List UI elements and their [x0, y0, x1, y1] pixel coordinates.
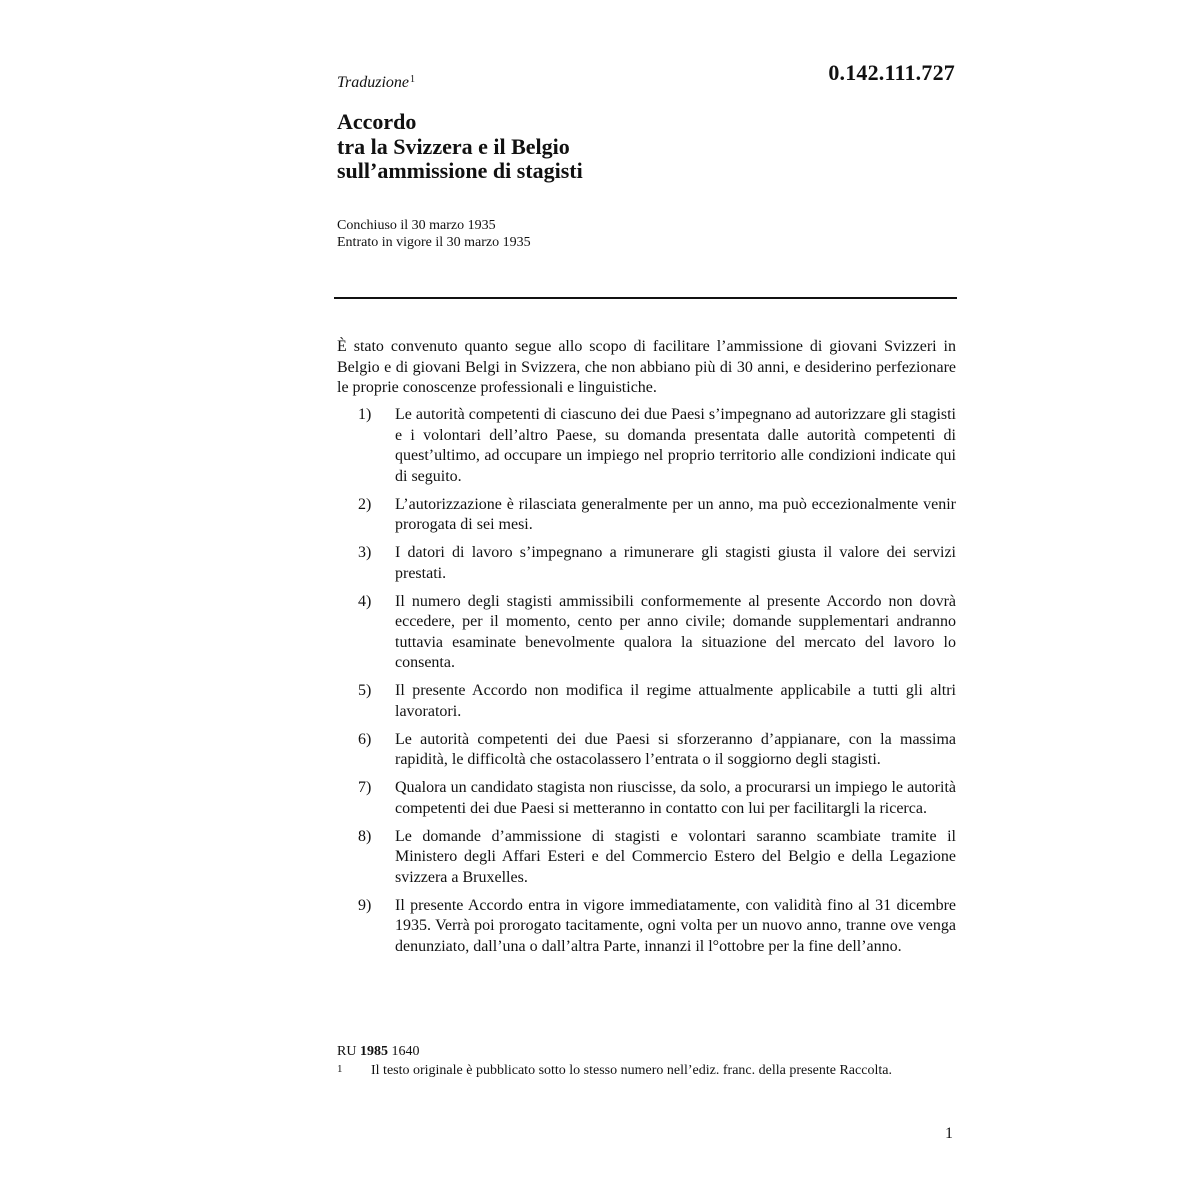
article-text: Il numero degli stagisti ammissibili conformemente al presente Accordo non dovrà eccedere, per il momento, cento per anno civile; domande supplementari andranno tuttavia esaminate benevolmente qualora la situazione del mercato del lavoro lo consenta. [395, 592, 956, 671]
footnotes [337, 1044, 957, 1079]
ru-reference [337, 1044, 957, 1061]
title-line-3: sull’ammissione di stagisti [337, 158, 583, 183]
translation-label-text: Traduzione [337, 74, 410, 91]
document-dates [337, 218, 531, 251]
article-number: 6) [358, 730, 372, 748]
article-number: 1) [358, 406, 372, 423]
translation-footnote-mark: 1 [410, 74, 416, 85]
header-divider [334, 297, 957, 299]
article-text: Qualora un candidato stagista non riuscisse, da solo, a procurarsi un impiego le autorità competenti dei due Paesi si metteranno in contatto con lui per facilitargli la ricerca. [395, 779, 956, 817]
article-number: 2) [358, 495, 372, 513]
sr-number: 0.142.111.727 [828, 60, 955, 85]
article-text: Le domande d’ammissione di stagisti e volontari saranno scambiate tramite il Ministero degli Affari Esteri e del Commercio Estero del Belgio e della Legazione svizzera a Bruxelles. [395, 827, 956, 886]
article-item [337, 681, 956, 722]
article-item [337, 730, 956, 771]
title-line-1: Accordo [337, 109, 417, 134]
article-text: Le autorità competenti dei due Paesi si sforzeranno d’appianare, con la massima rapidità, le difficoltà che ostacolassero l’entrata o il soggiorno degli stagisti. [395, 730, 956, 768]
page-number: 1 [945, 1125, 953, 1142]
article-item [337, 405, 956, 487]
ru-prefix: RU [337, 1044, 357, 1059]
article-text: Le autorità competenti di ciascuno dei due Paesi s’impegnano ad autorizzare gli stagisti e i volontari dell’altro Paese, su domanda presentata dalle autorità competenti di quest’ultimo, ad occupare un impiego nel proprio territorio alle condizioni indicate qui di seguito. [395, 406, 956, 485]
article-item [337, 592, 956, 674]
intro-paragraph: È stato convenuto quanto segue allo scopo di facilitare l’ammissione di giovani Svizzeri in Belgio e di giovani Belgi in Svizzera, che non abbiano più di 30 anni, e desiderino perfezionare le proprie conoscenze professionali e linguistiche. [337, 338, 956, 396]
ru-year: 1985 [359, 1044, 388, 1059]
in-force-date: Entrato in vigore il 30 marzo 1935 [337, 234, 531, 250]
article-item [337, 896, 956, 958]
article-item [337, 495, 956, 536]
article-text: Il presente Accordo entra in vigore immediatamente, con validità fino al 31 dicembre 1935. Verrà poi prorogato tacitamente, ogni volta per un nuovo anno, tranne ove venga denunziato, dall’una o dall’altra Parte, innanzi il l°ottobre per la fine dell’anno. [395, 896, 956, 955]
article-number: 5) [358, 682, 372, 699]
article-number: 8) [358, 827, 372, 845]
article-number: 3) [358, 544, 372, 561]
article-number: 7) [358, 779, 372, 796]
article-item [337, 778, 956, 819]
document-title [337, 110, 583, 184]
footnote-text: Il testo originale è pubblicato sotto lo stesso numero nell’ediz. franc. della presente Raccolta. [371, 1062, 892, 1078]
title-line-2: tra la Svizzera e il Belgio [337, 133, 570, 159]
article-item [337, 827, 956, 889]
articles-list [337, 405, 956, 965]
footnote-1 [337, 1063, 957, 1080]
footnote-mark: 1 [337, 1062, 343, 1075]
article-item [337, 543, 956, 584]
article-text: I datori di lavoro s’impegnano a rimunerare gli stagisti giusta il valore dei servizi prestati. [395, 544, 956, 582]
article-text: Il presente Accordo non modifica il regime attualmente applicabile a tutti gli altri lavoratori. [395, 682, 956, 720]
article-text: L’autorizzazione è rilasciata generalmente per un anno, ma può eccezionalmente venir prorogata di sei mesi. [395, 495, 956, 533]
ru-page: 1640 [391, 1044, 420, 1059]
article-number: 9) [358, 896, 372, 914]
concluded-date: Conchiuso il 30 marzo 1935 [337, 218, 496, 233]
document-page [337, 0, 957, 1200]
article-number: 4) [358, 592, 372, 610]
translation-label [337, 74, 415, 92]
